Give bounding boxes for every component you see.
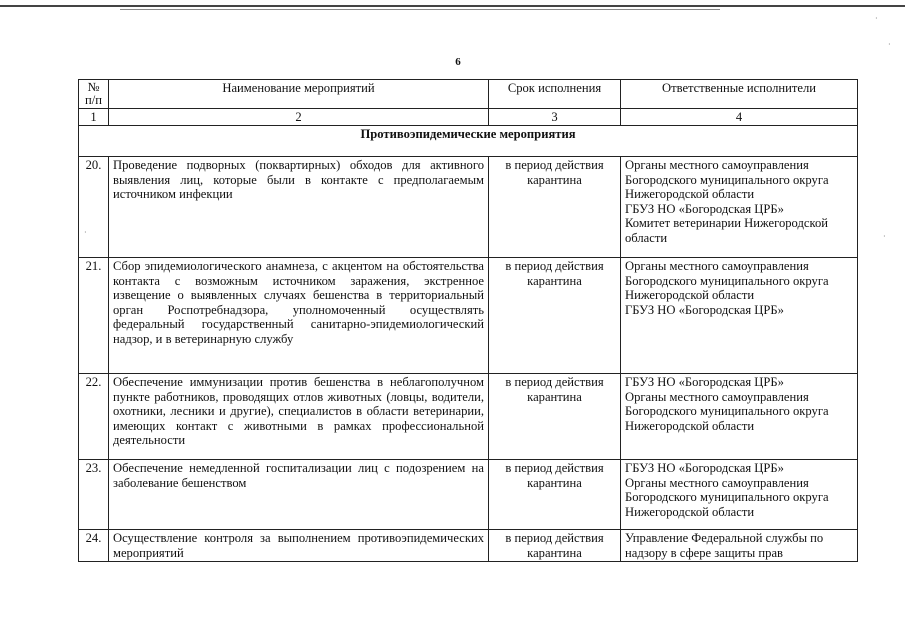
row-number: 24. [79, 530, 109, 562]
table-row [79, 460, 858, 530]
header-number: № п/п [79, 80, 109, 109]
table-header-row [79, 80, 858, 109]
column-index-row [79, 109, 858, 126]
row-measure: Осуществление контроля за выполнением противоэпидемических мероприятий [109, 530, 489, 562]
responsible-entry: Органы местного самоуправления Богородского муниципального округа Нижегородской области [625, 158, 829, 201]
column-index: 3 [489, 109, 621, 126]
column-index: 1 [79, 109, 109, 126]
responsible-entry: ГБУЗ НО «Богородская ЦРБ» [625, 461, 784, 475]
header-deadline: Срок исполнения [489, 80, 621, 109]
row-measure: Проведение подворных (поквартирных) обходов для активного выявления лиц, которые были в контакте с предполагаемым источником инфекции [109, 157, 489, 258]
row-responsible [621, 157, 858, 258]
responsible-entry: ГБУЗ НО «Богородская ЦРБ» [625, 375, 784, 389]
row-responsible [621, 530, 858, 562]
scan-speck: · [875, 14, 878, 23]
section-row [79, 126, 858, 157]
row-deadline: в период действия карантина [489, 157, 621, 258]
responsible-entry: Комитет ветеринарии Нижегородской области [625, 216, 828, 245]
scan-speck: · [84, 228, 87, 237]
row-responsible [621, 374, 858, 460]
row-responsible [621, 258, 858, 374]
row-deadline: в период действия карантина [489, 374, 621, 460]
row-measure: Сбор эпидемиологического анамнеза, с акцентом на обстоятельства контакта с возможным источником заражения, экстренное извещение о выявленных случаях бешенства в территориальный орган Роспотребнадзора, уполномоченный осуществлять федеральный государственный санитарно-эпидемиологический надзор, и в ветеринарную службу [109, 258, 489, 374]
responsible-entry: ГБУЗ НО «Богородская ЦРБ» [625, 201, 784, 216]
responsible-entry: ГБУЗ НО «Богородская ЦРБ» [625, 302, 784, 317]
table-row [79, 530, 858, 562]
row-measure: Обеспечение немедленной госпитализации лиц с подозрением на заболевание бешенством [109, 460, 489, 530]
scan-speck: · [888, 40, 891, 49]
table-row [79, 157, 858, 258]
row-number: 22. [79, 374, 109, 460]
row-deadline: в период действия карантина [489, 530, 621, 562]
header-responsible: Ответственные исполнители [621, 80, 858, 109]
table-row [79, 258, 858, 374]
row-deadline: в период действия карантина [489, 258, 621, 374]
scan-top-border-faint [120, 9, 720, 10]
responsible-entry: Органы местного самоуправления Богородского муниципального округа Нижегородской области [625, 389, 829, 433]
column-index: 4 [621, 109, 858, 126]
measures-table [78, 79, 858, 562]
section-title: Противоэпидемические мероприятия [79, 126, 858, 157]
scan-speck: · [883, 232, 886, 241]
column-index: 2 [109, 109, 489, 126]
row-responsible [621, 460, 858, 530]
responsible-entry: Органы местного самоуправления Богородского муниципального округа Нижегородской области [625, 475, 829, 519]
responsible-entry: Управление Федеральной службы по надзору в сфере защиты прав [625, 531, 824, 560]
row-number: 20. [79, 157, 109, 258]
table-row [79, 374, 858, 460]
row-measure: Обеспечение иммунизации против бешенства в неблагополучном пункте работников, проводящих отлов животных (ловцы, водители, охотники, лесники и другие), специалистов в области ветеринарии, имеющих контакт с животными в рамках профессиональной деятельности [109, 374, 489, 460]
row-number: 21. [79, 258, 109, 374]
responsible-entry: Органы местного самоуправления Богородского муниципального округа Нижегородской области [625, 259, 829, 302]
row-deadline: в период действия карантина [489, 460, 621, 530]
header-measures: Наименование мероприятий [109, 80, 489, 109]
scan-top-border [0, 5, 905, 7]
row-number: 23. [79, 460, 109, 530]
page-number: 6 [455, 56, 461, 68]
